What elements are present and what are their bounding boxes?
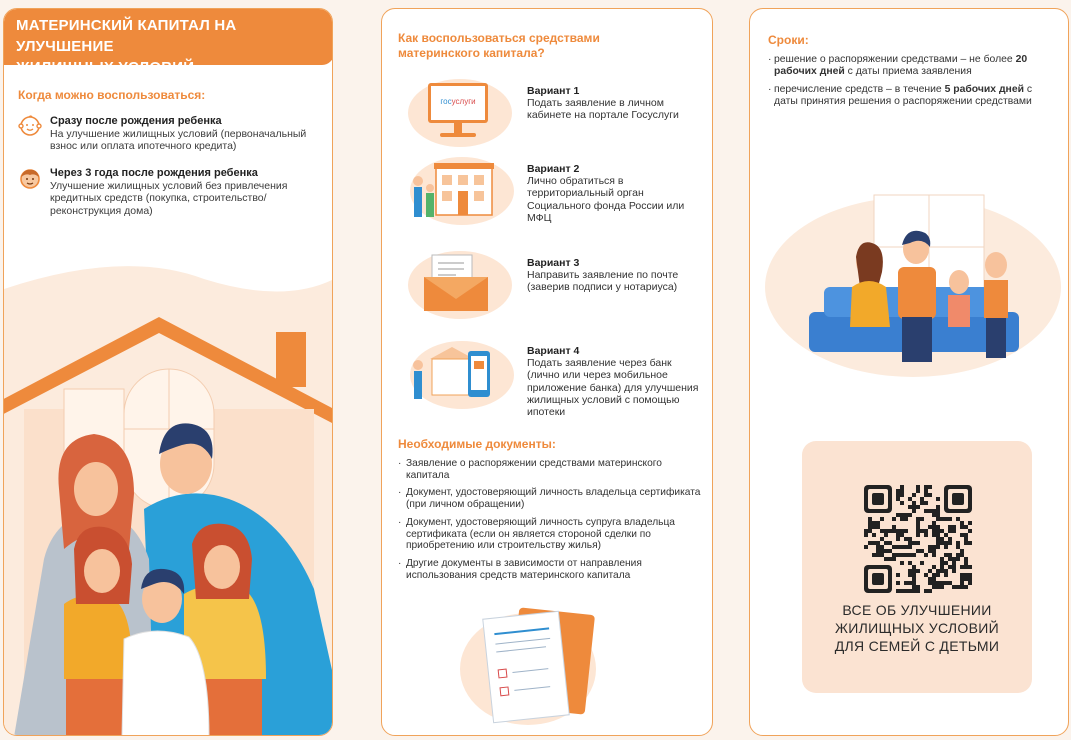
office-building-icon: [406, 155, 514, 227]
variant-text: Подать заявление через банк (лично или через мобильное приложение банка) для улучшения жилищных условий с помощью ипотеки: [527, 357, 699, 419]
documents-folder-illustration: [458, 601, 608, 727]
header-line-2: ЖИЛИЩНЫХ УСЛОВИЙ: [16, 59, 195, 76]
qr-code[interactable]: [864, 485, 972, 593]
qr-caption: [802, 601, 1032, 655]
variant-title: Вариант 1: [527, 85, 580, 97]
term-text: решение о распоряжении средствами – не более: [774, 54, 1016, 65]
bank-phone-icon: [406, 337, 514, 409]
qr-card: [802, 441, 1032, 693]
doc-text: Документ, удостоверяющий личность супруга владельца сертификата (если он является стороной сделки по приобретению или строительству жилья): [406, 516, 675, 552]
qr-caption-line: ДЛЯ СЕМЕЙ С ДЕТЬМИ: [834, 638, 1000, 654]
envelope-icon: [406, 249, 514, 321]
term-text: с даты приема заявления: [844, 65, 972, 77]
doc-text: Заявление о распоряжении средствами материнского капитала: [406, 458, 662, 481]
panel-when-to-use: [3, 8, 333, 736]
docs-list: [398, 458, 703, 587]
item-title: Сразу после рождения ребенка: [50, 115, 222, 127]
when-item: [18, 167, 318, 217]
panel-how-to-use: [381, 8, 713, 736]
how-title: Как воспользоваться средствами материнского капитала?: [398, 31, 600, 60]
header-line-1: МАТЕРИНСКИЙ КАПИТАЛ НА УЛУЧШЕНИЕ: [16, 17, 237, 55]
list-item: [398, 558, 703, 581]
panel-header: [4, 9, 333, 76]
qr-caption-line: ЖИЛИЩНЫХ УСЛОВИЙ: [835, 620, 999, 636]
baby-face-icon: [18, 115, 42, 137]
variant-text: Направить заявление по почте (заверив подписи у нотариуса): [527, 269, 679, 294]
family-sofa-illustration: [764, 187, 1062, 377]
item-text: Улучшение жилищных условий без привлечения кредитных средств (покупка, строительство/реконструкция дома): [50, 179, 288, 217]
variant-title: Вариант 3: [527, 257, 580, 269]
gosuslugi-monitor-icon: [406, 77, 514, 149]
variant-title: Вариант 2: [527, 163, 580, 175]
list-item: [398, 517, 703, 552]
family-house-illustration: [4, 259, 333, 736]
qr-caption-line: ВСЕ ОБ УЛУЧШЕНИИ: [842, 602, 992, 618]
when-title: Когда можно воспользоваться:: [18, 88, 206, 102]
bullet-mark: ·: [398, 458, 402, 469]
term-highlight: 5 рабочих дней: [944, 84, 1024, 96]
terms-title: Сроки:: [768, 33, 809, 47]
term-text: перечисление средств – в течение: [774, 84, 945, 96]
when-item: [18, 115, 318, 153]
terms-list: [768, 54, 1058, 115]
variant-text: Подать заявление в личном кабинете на портале Госуслуги: [527, 97, 679, 122]
gosuslugi-label: госуслуги: [440, 97, 476, 106]
doc-text: Другие документы в зависимости от направления использования средств материнского капитала: [406, 557, 642, 581]
bullet-mark: ·: [398, 487, 402, 499]
doc-text: Документ, удостоверяющий личность владельца сертификата (при личном обращении): [406, 487, 701, 511]
panel-terms: [749, 8, 1069, 736]
list-item: [768, 84, 1058, 107]
bullet-mark: ·: [398, 557, 402, 569]
list-item: [398, 458, 703, 481]
bullet-mark: ·: [768, 84, 772, 96]
list-item: [768, 54, 1058, 77]
term-text: с даты принятия решения о распоряжении средствами: [774, 84, 1033, 108]
item-title: Через 3 года после рождения ребенка: [50, 167, 258, 179]
term-highlight: 20 рабочих дней: [774, 54, 1028, 77]
child-face-icon: [18, 167, 42, 189]
item-text: На улучшение жилищных условий (первоначальный взнос или оплата ипотечного кредита): [50, 127, 307, 152]
bullet-mark: ·: [768, 54, 772, 65]
bullet-mark: ·: [398, 516, 402, 528]
list-item: [398, 487, 703, 510]
docs-title: Необходимые документы:: [398, 437, 556, 451]
variant-text: Лично обратиться в территориальный орган Социального фонда России или МФЦ: [527, 175, 685, 224]
variant-title: Вариант 4: [527, 345, 580, 357]
